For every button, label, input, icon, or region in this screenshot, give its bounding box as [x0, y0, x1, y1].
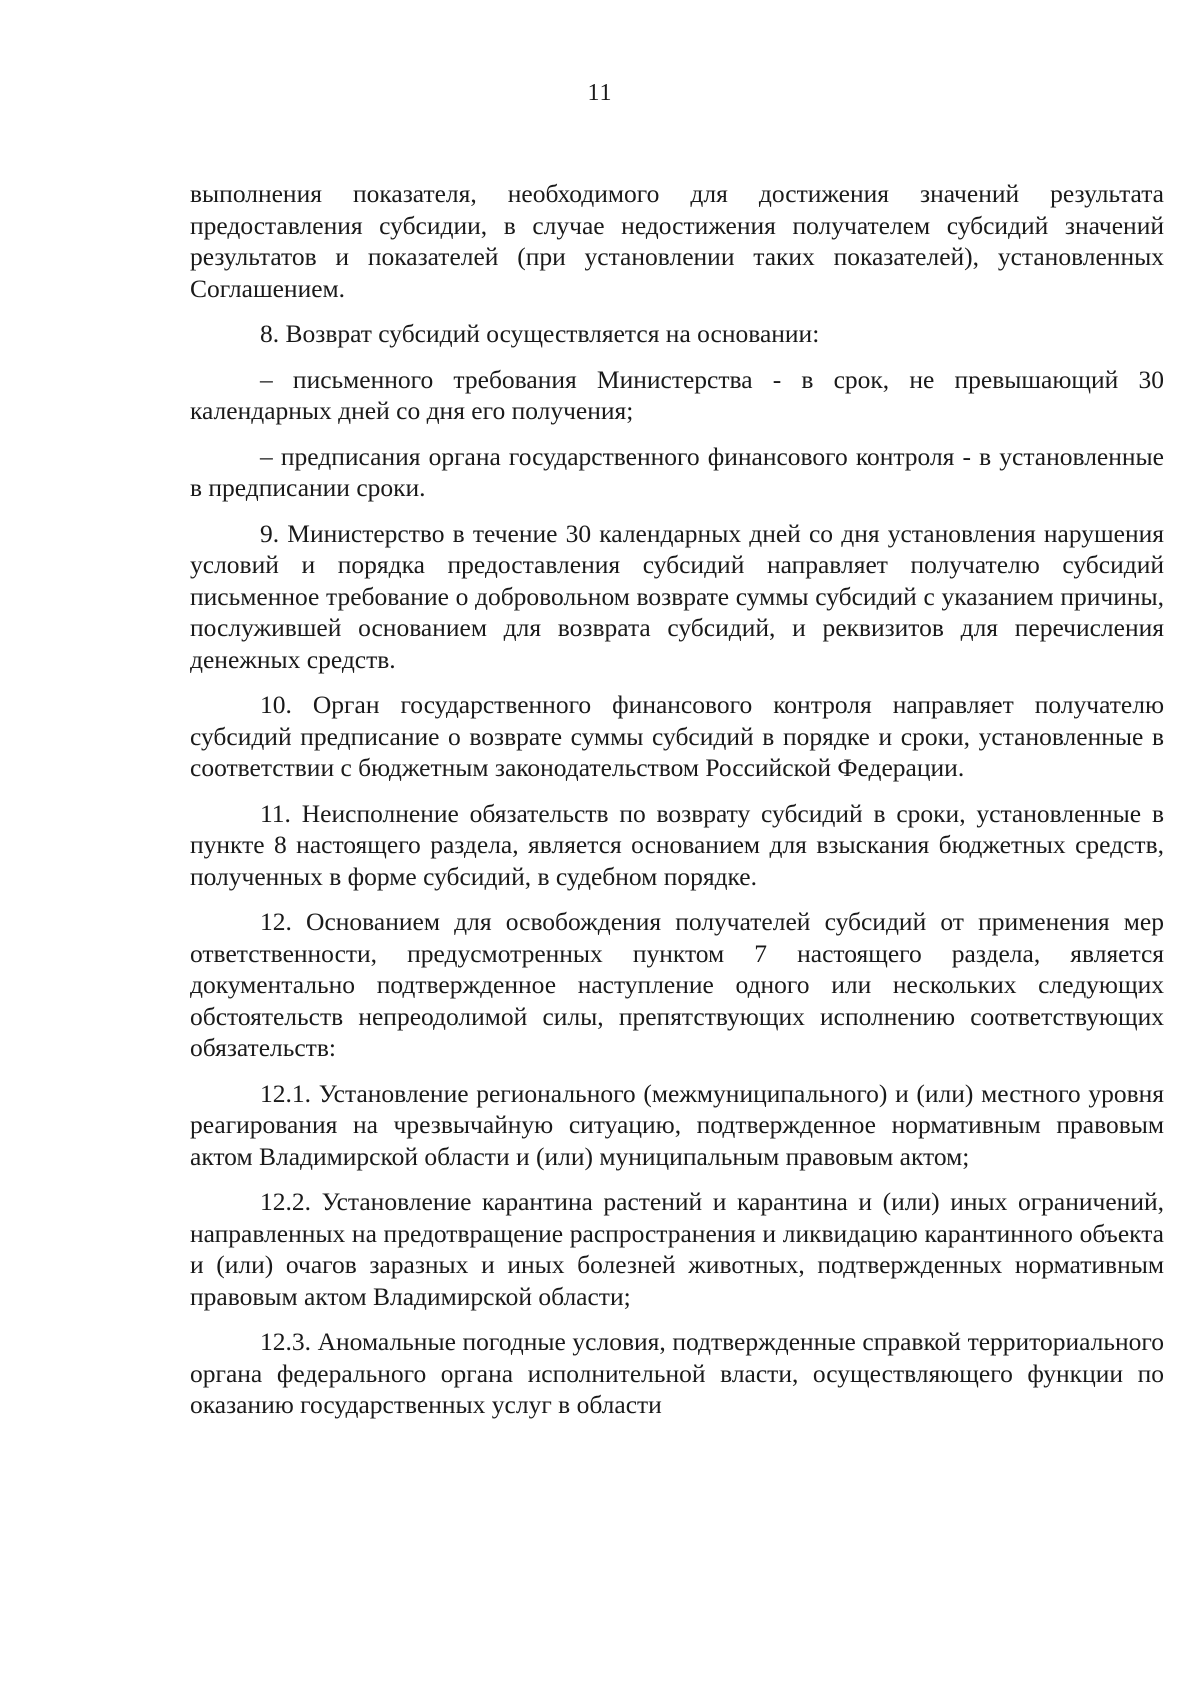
page-number: 11 — [587, 80, 613, 106]
paragraph-item-12-1: 12.1. Установление регионального (межмуниципального) и (или) местного уровня реагирования на чрезвычайную ситуацию, подтвержденное нормативным правовым актом Владимирской области и (или) муниципальным правовым актом; — [190, 1078, 1164, 1171]
paragraph-item-8-written-demand: – письменного требования Министерства - в срок, не превышающий 30 календарных дней со дня его получения; — [190, 364, 1164, 425]
paragraph-item-8: 8. Возврат субсидий осуществляется на основании: — [260, 319, 820, 348]
paragraph-item-12: 12. Основанием для освобождения получателей субсидий от применения мер ответственности, предусмотренных пунктом 7 настоящего раздела, является документально подтвержденное наступление одного или нескольких следующих обстоятельств непреодолимой силы, препятствующих исполнению соответствующих обязательств: — [190, 907, 1164, 1062]
paragraph-item-10: 10. Орган государственного финансового контроля направляет получателю субсидий предписание о возврате суммы субсидий в порядке и сроки, установленные в соответствии с бюджетным законодательством Российской Федерации. — [190, 690, 1164, 782]
paragraph-item-9: 9. Министерство в течение 30 календарных дней со дня установления нарушения условий и порядка предоставления субсидий направляет получателю субсидий письменное требование о добровольном возврате суммы субсидий с указанием причины, послужившей основанием для возврата субсидий, и реквизитов для перечисления денежных средств. — [190, 518, 1164, 674]
document-body — [190, 178, 1164, 1435]
paragraph-item-12-2: 12.2. Установление карантина растений и карантина и (или) иных ограничений, направленных на предотвращение распространения и ликвидацию карантинного объекта и (или) очагов заразных и иных болезней животных, подтвержденных нормативным правовым актом Владимирской области; — [190, 1187, 1164, 1311]
paragraph-item-11: 11. Неисполнение обязательств по возврату субсидий в сроки, установленные в пункте 8 настоящего раздела, является основанием для взыскания бюджетных средств, полученных в форме субсидий, в судебном порядке. — [190, 798, 1164, 891]
paragraph-item-8-control-order: – предписания органа государственного финансового контроля - в установленные в предписании сроки. — [190, 441, 1164, 502]
paragraph-continuation: выполнения показателя, необходимого для достижения значений результата предоставления субсидии, в случае недостижения получателем субсидий значений результатов и показателей (при установлении таких показателей), установленных Соглашением. — [190, 179, 1164, 303]
paragraph-item-12-3: 12.3. Аномальные погодные условия, подтвержденные справкой территориального органа федерального органа исполнительной власти, осуществляющего функции по оказанию государственных услуг в области — [190, 1327, 1164, 1419]
